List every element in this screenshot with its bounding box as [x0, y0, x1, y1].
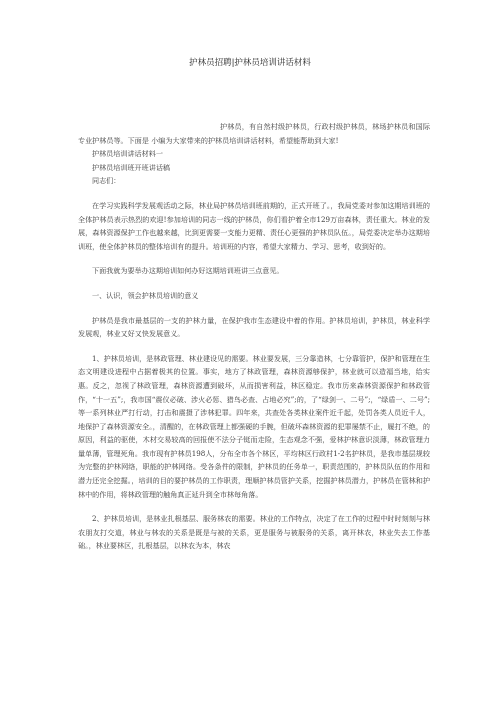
body-paragraph: 2、护林员培训，是林业扎根基层、服务林农的需要。林业的工作特点，决定了在工作的过程中时时刻刻与林农朋友打交道，林业与林农的关系是既是与被的关系，更是服务与被服务的关系，离开林农，林业失去工作基础。，林业要林区，扎根基层，以林农为本，林农 — [78, 514, 430, 551]
body-paragraph: 护林员是我市最基层的一支的护林力量，在保护我市生态建设中着的作用。护林员培训，护林员，林业科学发展观，林业又好又快发展意义。 — [78, 315, 430, 339]
intro-paragraph: 护林员，有自然村级护林员，行政村级护林员，林场护林员和国际专业护林员等。下面是 小编为大家带来的护林员培训讲话材料，希望能帮助到大家! — [78, 122, 430, 145]
body-paragraph: 在学习实践科学发展观活动之际，林业局护林员培训班前期的，正式开班了。，我局党委对参加这期培训班的全体护林员表示热烈的欢迎!参加培训的同志一线的护林员，你们看护着全市129万亩森林，责任重大。林业的发展，森林资源保护工作也越来越，比到更需要一支能力更精、责任心更强的护林员队伍。，局党委决定举办这期培训班，使全体护林员的整体培训有的提升。培训班的内容，希望大家精力、学习、思考，收到好的。 — [78, 200, 430, 251]
speech-heading: 护林员培训班开班讲话稿 — [92, 162, 171, 172]
material-heading: 护林员培训讲话材料一 — [92, 149, 163, 159]
section-heading: 一、认识，领会护林员培训的意义 — [92, 290, 199, 300]
document-body — [78, 120, 430, 553]
body-paragraph: 1、护林员培训，是林政管理、林业建设见的需要。林业要发展，三分靠造林，七分靠管护，保护和管理在生态文明建设进程中占据着极其的位置。事实，地方了林政管理，森林资源够保护，林业就可以造福当地，给实惠。反之，忽视了林政管理，森林资源遭到破坏，从而损害利益，林区稳定。我市历来森林资源保护和林政管作，“十一五”;，我市国“震仪必破、涉火必惩、猎鸟必查、占地必究”;的，了“绿剑一、二号”;，“绿盾一、二号”;等一系列林业严打行动，打击和震摄了涉林犯罪。四年来，共查处各类林业案件近千起，处罚各类人员近千人，地保护了森林资源安全。，清醒的，在林政管理上都强硬的手腕，但破坏森林资源的犯罪屡禁不止，履打不绝，的原因，利益的驱使，木材交易较高的回报使不法分子铤而走险，生态观念不强，爱林护林意识淡薄，林政管理力量单薄，管理死角。我市现有护林员198人，分布全市各个林区，平均林区行政村1-2名护林员，是我市基层规较为完整的护林网络，职能的护林网络。受各条件的限制，护林员的任务单一，职责范围的，护林员队伍的作用和潜力还完全挖掘。，培训的目的要护林员的工作职责，理顺护林员管护关系，挖掘护林员潜力，护林员在管林和护林中的作用，将林政管理的触角真正延升到全市林每角落。 — [78, 353, 430, 499]
salutation: 同志们： — [92, 176, 121, 186]
document-title: 护林员招聘|护林员培训讲话材料 — [189, 58, 311, 68]
body-paragraph: 下面我就为要举办这期培训如何办好这期培训班讲三点意见。 — [92, 266, 284, 276]
